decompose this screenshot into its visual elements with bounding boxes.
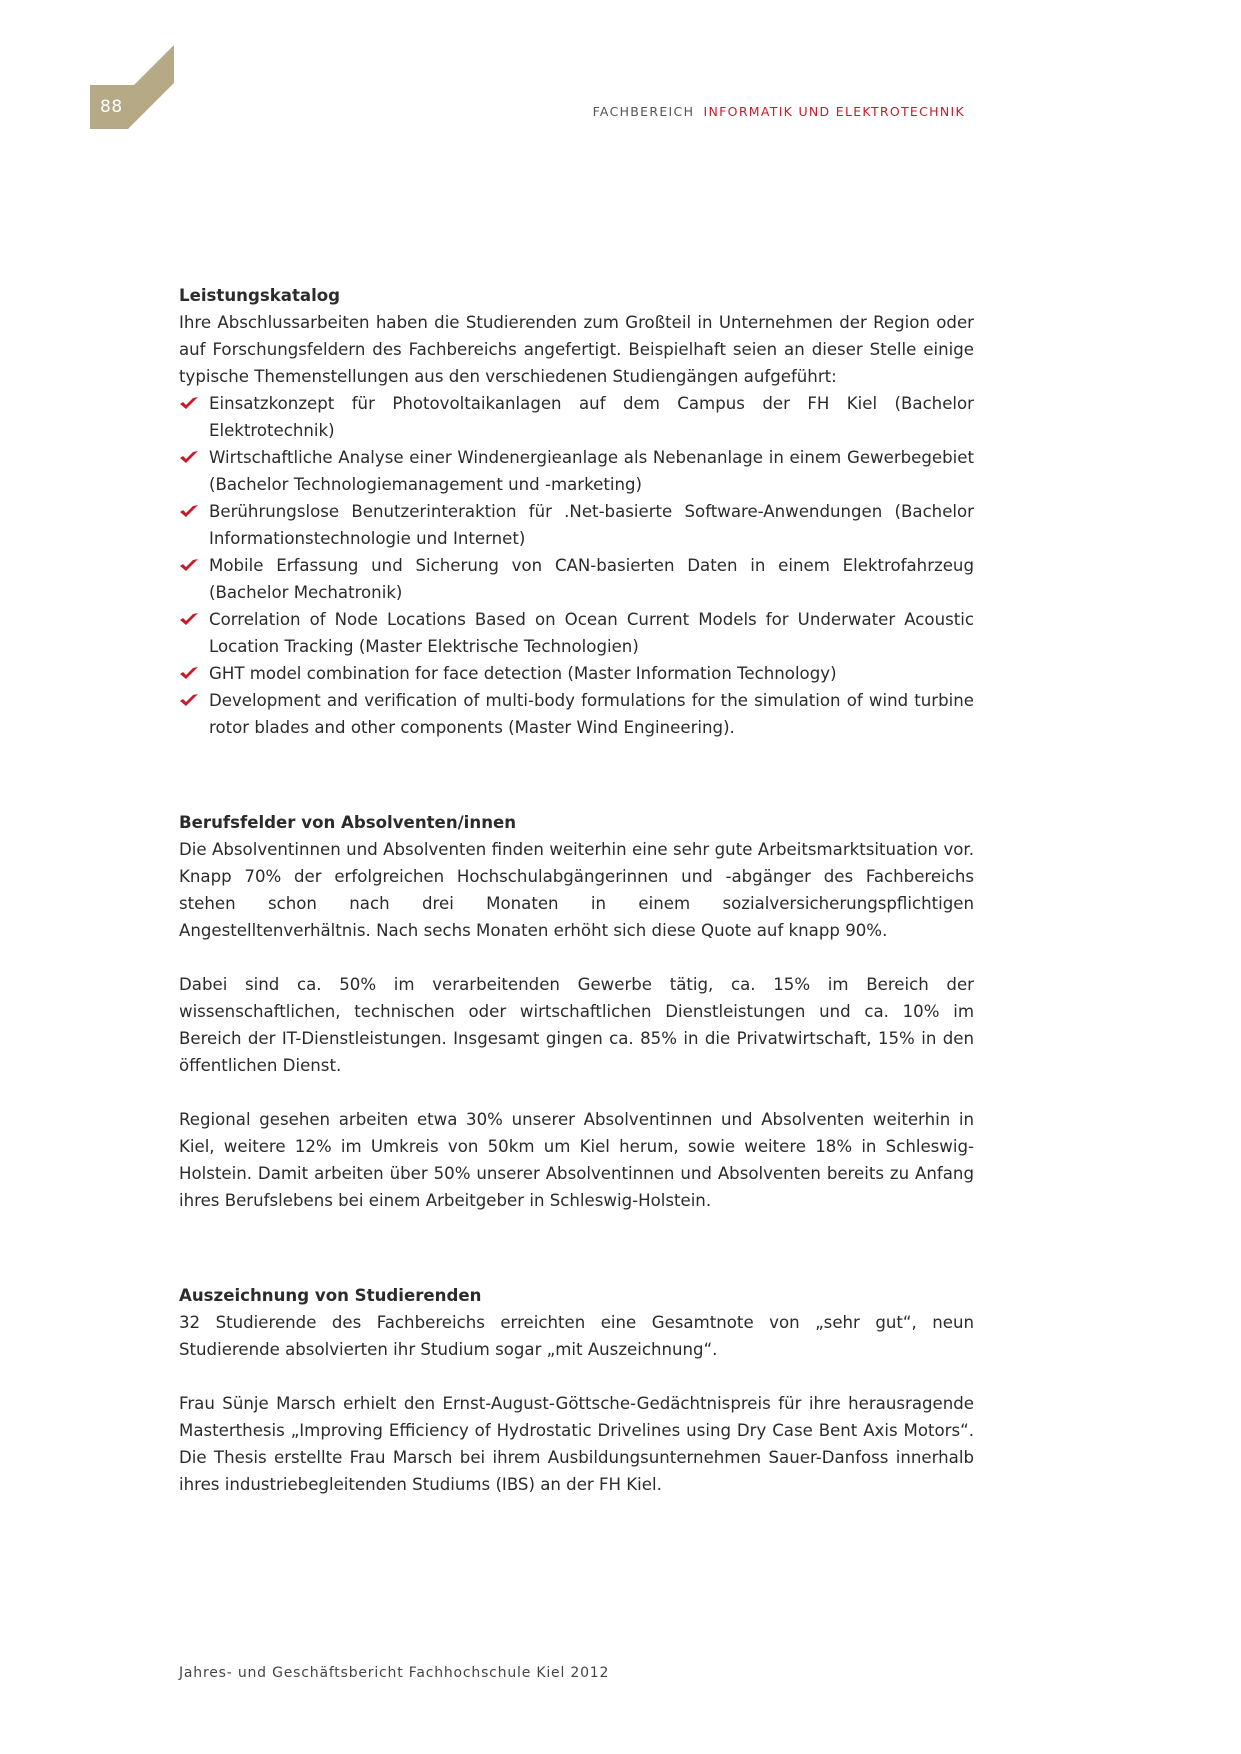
red-check-icon bbox=[179, 395, 199, 411]
page-number: 88 bbox=[100, 97, 123, 117]
list-item bbox=[179, 498, 974, 552]
section-title: Leistungskatalog bbox=[179, 286, 341, 305]
topic-list bbox=[179, 390, 974, 741]
list-item-text: Berührungslose Benutzerinteraktion für .Net-basierte Software-Anwendungen (Bachelor Informationstechnologie und Internet) bbox=[209, 502, 974, 548]
red-check-icon bbox=[179, 665, 199, 681]
section-intro: Ihre Abschlussarbeiten haben die Studierenden zum Großteil in Unternehmen der Region oder auf Forschungsfeldern des Fachbereichs angefertigt. Beispielhaft seien an dieser Stelle einige typische Themenstellungen aus den verschiedenen Studiengängen aufgeführt: bbox=[179, 313, 974, 386]
list-item-text: Development and verification of multi-body formulations for the simulation of wind turbine rotor blades and other components (Master Wind Engineering). bbox=[209, 691, 974, 737]
section-title: Berufsfelder von Absolventen/innen bbox=[179, 813, 517, 832]
list-item-text: GHT model combination for face detection (Master Information Technology) bbox=[209, 664, 837, 683]
list-item bbox=[179, 660, 974, 687]
section-auszeichnung bbox=[179, 1282, 974, 1498]
paragraph: Die Absolventinnen und Absolventen finden weiterhin eine sehr gute Arbeitsmarktsituation vor. Knapp 70% der erfolgreichen Hochschulabgängerinnen und -abgänger des Fachbereichs stehen schon nach drei Monaten in einem sozialversicherungspflichtigen Angestelltenverhältnis. Nach sechs Monaten erhöht sich diese Quote auf knapp 90%. bbox=[179, 840, 974, 940]
list-item bbox=[179, 552, 974, 606]
paragraph: Frau Sünje Marsch erhielt den Ernst-August-Göttsche-Gedächtnispreis für ihre herausragende Masterthesis „Improving Efficiency of Hydrostatic Drivelines using Dry Case Bent Axis Motors“. Die Thesis erstellte Frau Marsch bei ihrem Ausbildungsunternehmen Sauer-Danfoss innerhalb ihres industriebegleitenden Studiums (IBS) an der FH Kiel. bbox=[179, 1394, 974, 1494]
list-item-text: Wirtschaftliche Analyse einer Windenergieanlage als Nebenanlage in einem Gewerbegebiet (Bachelor Technologiemanagement und -marketing) bbox=[209, 448, 974, 494]
red-check-icon bbox=[179, 611, 199, 627]
paragraph: 32 Studierende des Fachbereichs erreichten eine Gesamtnote von „sehr gut“, neun Studierende absolvierten ihr Studium sogar „mit Auszeichnung“. bbox=[179, 1313, 974, 1359]
running-header-prefix: FACHBEREICH bbox=[592, 104, 695, 119]
list-item-text: Correlation of Node Locations Based on Ocean Current Models for Underwater Acoustic Location Tracking (Master Elektrische Technologien) bbox=[209, 610, 974, 656]
list-item-text: Mobile Erfassung und Sicherung von CAN-basierten Daten in einem Elektrofahrzeug (Bachelor Mechatronik) bbox=[209, 556, 974, 602]
paragraph: Dabei sind ca. 50% im verarbeitenden Gewerbe tätig, ca. 15% im Bereich der wissenschaftlichen, technischen oder wirtschaftlichen Dienstleistungen und ca. 10% im Bereich der IT-Dienstleistungen. Insgesamt gingen ca. 85% in die Privatwirtschaft, 15% in den öffentlichen Dienst. bbox=[179, 975, 974, 1075]
red-check-icon bbox=[179, 557, 199, 573]
paragraph: Regional gesehen arbeiten etwa 30% unserer Absolventinnen und Absolventen weiterhin in Kiel, weitere 12% im Umkreis von 50km um Kiel herum, sowie weitere 18% in Schleswig-Holstein. Damit arbeiten über 50% unserer Absolventinnen und Absolventen bereits zu Anfang ihres Berufslebens bei einem Arbeitgeber in Schleswig-Holstein. bbox=[179, 1110, 974, 1210]
running-header bbox=[593, 104, 965, 119]
list-item bbox=[179, 390, 974, 444]
list-item bbox=[179, 444, 974, 498]
red-check-icon bbox=[179, 692, 199, 708]
section-berufsfelder bbox=[179, 809, 974, 1214]
main-content bbox=[179, 282, 974, 1498]
page-footer: Jahres- und Geschäftsbericht Fachhochschule Kiel 2012 bbox=[179, 1665, 610, 1681]
section-leistungskatalog bbox=[179, 282, 974, 741]
red-check-icon bbox=[179, 449, 199, 465]
list-item-text: Einsatzkonzept für Photovoltaikanlagen auf dem Campus der FH Kiel (Bachelor Elektrotechnik) bbox=[209, 394, 974, 440]
section-title: Auszeichnung von Studierenden bbox=[179, 1286, 482, 1305]
list-item bbox=[179, 687, 974, 741]
red-check-icon bbox=[179, 503, 199, 519]
list-item bbox=[179, 606, 974, 660]
running-header-section: INFORMATIK UND ELEKTROTECHNIK bbox=[703, 104, 965, 119]
